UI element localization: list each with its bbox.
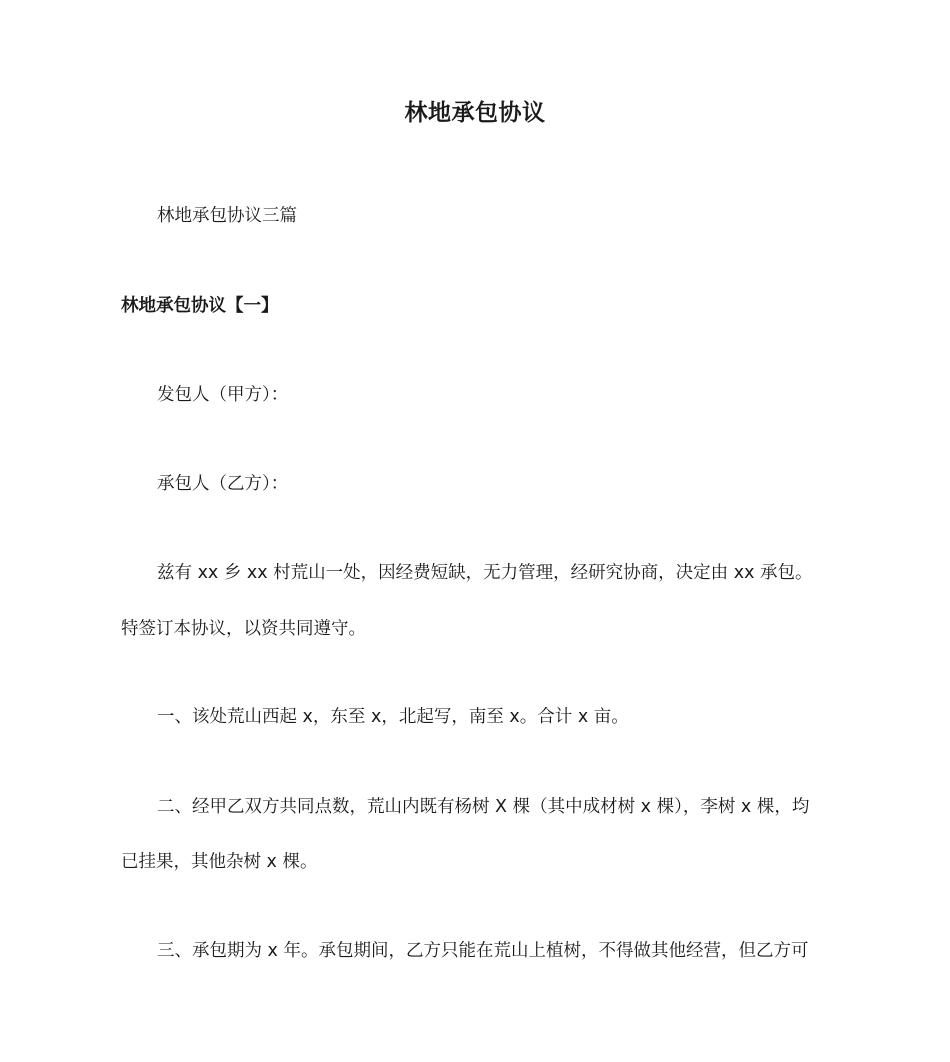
- party-b-line: 承包人（乙方）：: [157, 474, 289, 494]
- paragraph-line: 兹有 xx 乡 xx 村荒山一处，因经费短缺，无力管理，经研究协商，决定由 xx 承包。: [157, 563, 813, 583]
- document-title: 林地承包协议: [404, 100, 546, 126]
- clause-3-line: 三、承包期为 x 年。承包期间，乙方只能在荒山上植树，不得做其他经营，但乙方可: [157, 941, 809, 961]
- clause-1-line: 一、该处荒山西起 x，东至 x，北起写，南至 x。合计 x 亩。: [157, 707, 629, 727]
- section-heading: 林地承包协议【一】: [121, 296, 279, 316]
- party-a-line: 发包人（甲方）：: [157, 385, 289, 405]
- clause-2-line: 二、经甲乙双方共同点数，荒山内既有杨树 X 棵（其中成材树 x 棵），李树 x 棵，均: [157, 797, 810, 817]
- clause-2-line: 已挂果，其他杂树 x 棵。: [121, 852, 318, 872]
- paragraph-line: 特签订本协议，以资共同遵守。: [121, 619, 366, 639]
- document-subtitle: 林地承包协议三篇: [157, 206, 297, 226]
